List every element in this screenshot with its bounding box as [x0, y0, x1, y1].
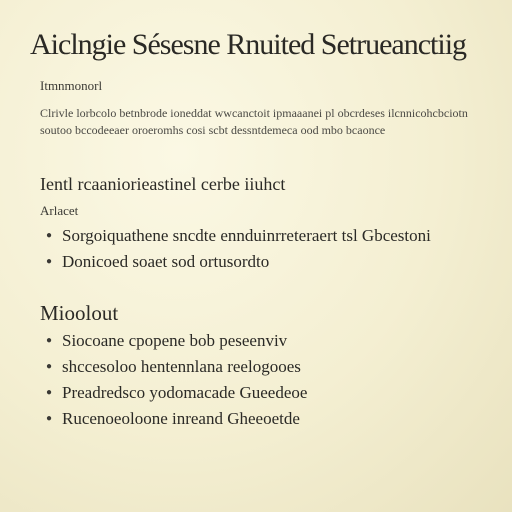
bullet-icon: ●: [46, 230, 53, 241]
bullet-icon: ●: [46, 413, 53, 424]
list-item-text: shccesoloo hentennlana reelogooes: [62, 357, 301, 376]
section-one-title: Ientl rcaaniorieastinel cerbe iiuhct: [40, 174, 286, 194]
section-two-list: [44, 328, 484, 432]
bullet-icon: ●: [46, 387, 53, 398]
list-item-text: Rucenoeoloone inreand Gheeoetde: [62, 409, 300, 428]
bullet-icon: ●: [46, 361, 53, 372]
bullet-icon: ●: [46, 335, 53, 346]
section-one-list: [44, 223, 484, 275]
list-item: [44, 354, 484, 380]
list-item: [44, 223, 484, 249]
list-item: [44, 328, 484, 354]
list-item: [44, 380, 484, 406]
list-item-text: Sorgoiquathene sncdte ennduinrreteraert tsl Gbcestoni: [62, 226, 431, 245]
document-title: Aiclngie Sésesne Rnuited Setrueanctiig: [30, 28, 467, 61]
intro-heading: Itmnmonorl: [40, 78, 103, 93]
section-one-subheading: Arlacet: [40, 203, 79, 218]
list-item: [44, 249, 484, 275]
list-item-text: Donicoed soaet sod ortusordto: [62, 252, 270, 271]
intro-paragraph: Clrivle lorbcolo betnbrode ioneddat wwcanctoit ipmaaanei pl obcrdeses ilcnnicohcbciotn soutoo bccodeeaer oroeromhs cosi scbt dessntdemeca ood mbo bcaonce: [40, 106, 468, 137]
list-item-text: Siocoane cpopene bob peseenviv: [62, 331, 288, 350]
list-item: [44, 406, 484, 432]
bullet-icon: ●: [46, 256, 53, 267]
section-two-title: Mioolout: [40, 301, 119, 325]
list-item-text: Preadredsco yodomacade Gueedeoe: [62, 383, 308, 402]
